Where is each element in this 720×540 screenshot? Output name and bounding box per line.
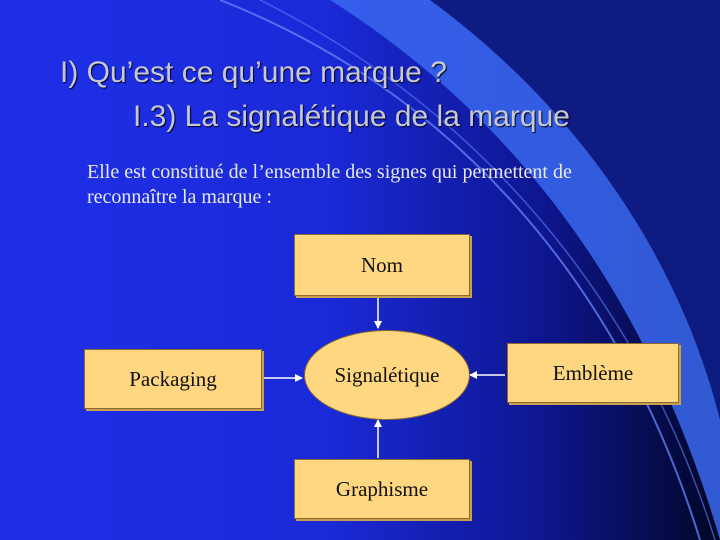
title-line-1: I) Qu’est ce qu’une marque ? xyxy=(60,56,447,89)
body-text-line-2: reconnaître la marque : xyxy=(87,186,272,208)
node-signaletique: Signalétique xyxy=(304,330,470,420)
title-line-2: I.3) La signalétique de la marque xyxy=(133,100,570,133)
node-embleme: Emblème xyxy=(507,343,679,403)
body-text-line-1: Elle est constitué de l’ensemble des signes qui permettent de xyxy=(87,161,572,183)
node-nom: Nom xyxy=(294,234,470,296)
node-packaging: Packaging xyxy=(84,349,262,409)
node-graphisme: Graphisme xyxy=(294,459,470,519)
